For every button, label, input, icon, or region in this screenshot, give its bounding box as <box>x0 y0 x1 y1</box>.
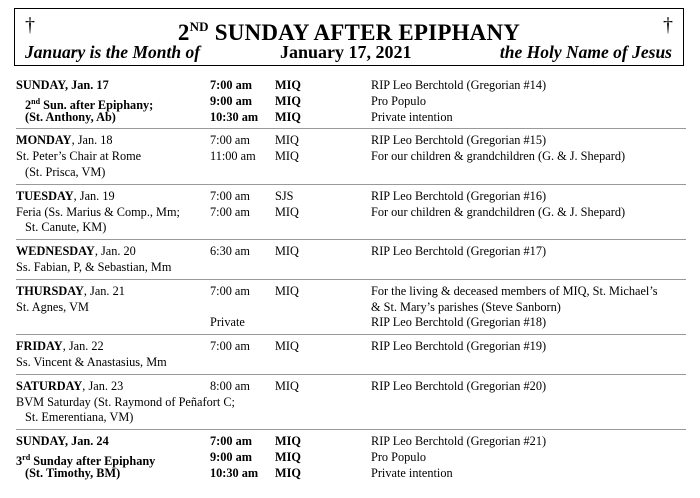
day-description <box>16 189 115 205</box>
day-description <box>16 110 116 126</box>
mass-intention: RIP Leo Berchtold (Gregorian #20) <box>371 378 547 393</box>
mass-location: MIQ <box>275 78 301 92</box>
ordinal-suffix: rd <box>22 452 31 462</box>
mass-time: 11:00 am <box>210 149 256 164</box>
bulletin-date: January 17, 2021 <box>280 42 412 62</box>
schedule-day <box>16 78 686 129</box>
schedule-line <box>16 395 686 411</box>
mass-intention: RIP Leo Berchtold (Gregorian #16) <box>371 188 547 203</box>
schedule-line <box>16 260 686 276</box>
mass-intention: RIP Leo Berchtold (Gregorian #15) <box>371 133 547 148</box>
schedule-line <box>16 300 686 316</box>
day-description <box>16 149 141 165</box>
schedule-line <box>16 315 686 331</box>
title-text: SUNDAY AFTER EPIPHANY <box>208 20 521 45</box>
schedule-line <box>16 133 686 149</box>
day-text: , Jan. 20 <box>94 244 136 259</box>
mass-location: MIQ <box>275 133 299 148</box>
mass-location: MIQ <box>275 93 301 108</box>
mass-intention: RIP Leo Berchtold (Gregorian #21) <box>371 434 547 449</box>
cross-icon: † <box>663 14 673 36</box>
day-description <box>16 434 109 450</box>
day-description <box>16 410 133 426</box>
schedule-day <box>16 379 686 430</box>
schedule-day <box>16 284 686 335</box>
mass-intention: RIP Leo Berchtold (Gregorian #19) <box>371 339 547 354</box>
mass-location: MIQ <box>275 283 299 298</box>
cross-icon: † <box>25 14 35 36</box>
mass-time: 7:00 am <box>210 339 250 354</box>
mass-time: 7:00 am <box>210 188 250 203</box>
mass-location: MIQ <box>275 378 299 393</box>
ordinal-suffix: nd <box>31 96 41 106</box>
schedule-line <box>16 244 686 260</box>
day-text: , Jan. 19 <box>73 188 115 203</box>
mass-intention: For the living & deceased members of MIQ, St. Michael’s <box>371 283 658 298</box>
day-text: , Jan. 22 <box>62 339 104 354</box>
mass-time: 7:00 am <box>210 283 250 298</box>
day-text: , Jan. 21 <box>83 283 125 298</box>
day-description <box>16 466 120 482</box>
mass-time: 9:00 am <box>210 93 253 108</box>
day-text: , Jan. 18 <box>71 133 113 148</box>
day-description <box>16 244 136 260</box>
month-dedication-right: the Holy Name of Jesus <box>499 42 672 62</box>
day-description <box>16 165 105 181</box>
day-text: (St. Prisca, VM) <box>25 164 106 179</box>
mass-location: MIQ <box>275 149 299 164</box>
weekday-name: TUESDAY <box>16 188 74 203</box>
schedule-line <box>16 466 686 482</box>
mass-intention: Private intention <box>371 109 453 124</box>
mass-time: 10:30 am <box>210 109 259 124</box>
schedule-line <box>16 379 686 395</box>
mass-time: 7:00 am <box>210 78 253 92</box>
day-text: Sunday after Epiphany <box>30 453 156 468</box>
schedule-day <box>16 244 686 280</box>
day-text: , Jan. 23 <box>82 378 124 393</box>
schedule-line <box>16 149 686 165</box>
day-text: St. Agnes, VM <box>16 299 89 314</box>
schedule-day <box>16 189 686 240</box>
mass-schedule <box>16 78 686 489</box>
day-text: St. Emerentiana, VM) <box>25 410 134 425</box>
day-description <box>16 78 109 94</box>
day-description <box>16 379 123 395</box>
day-text: St. Peter’s Chair at Rome <box>16 149 142 164</box>
day-text: Sun. after Epiphany; <box>40 97 154 112</box>
schedule-line <box>16 220 686 236</box>
schedule-line <box>16 205 686 221</box>
mass-time: 8:00 am <box>210 378 250 393</box>
day-description <box>16 220 106 236</box>
schedule-line <box>16 284 686 300</box>
schedule-line <box>16 355 686 371</box>
mass-time: Private <box>210 315 245 330</box>
schedule-line <box>16 78 686 94</box>
schedule-line <box>16 110 686 126</box>
ordinal-number: 2 <box>25 97 32 112</box>
mass-location: SJS <box>275 188 294 203</box>
mass-time: 7:00 am <box>210 434 253 449</box>
mass-intention: Private intention <box>371 465 453 480</box>
mass-intention: RIP Leo Berchtold (Gregorian #17) <box>371 244 547 259</box>
ordinal-number: 3 <box>16 453 23 468</box>
schedule-line <box>16 189 686 205</box>
day-text: St. Canute, KM) <box>25 220 107 235</box>
title-suffix: ND <box>189 19 209 34</box>
day-text: Ss. Vincent & Anastasius, Mm <box>16 354 167 369</box>
day-text: Ss. Fabian, P, & Sebastian, Mm <box>16 259 172 274</box>
mass-time: 7:00 am <box>210 204 250 219</box>
weekday-name: THURSDAY <box>16 283 84 298</box>
weekday-name: WEDNESDAY <box>16 244 95 259</box>
mass-location: MIQ <box>275 465 301 480</box>
schedule-line <box>16 434 686 450</box>
day-description <box>16 339 104 355</box>
mass-intention: Pro Populo <box>371 93 427 108</box>
schedule-line <box>16 450 686 466</box>
day-text: (St. Timothy, BM) <box>25 465 121 480</box>
schedule-day <box>16 434 686 484</box>
day-text: (St. Anthony, Ab) <box>25 109 116 124</box>
schedule-line <box>16 165 686 181</box>
mass-intention: For our children & grandchildren (G. & J. Shepard) <box>371 204 626 219</box>
weekday-name: FRIDAY <box>16 339 63 354</box>
mass-location: MIQ <box>275 244 299 259</box>
mass-intention: & St. Mary’s parishes (Steve Sanborn) <box>371 299 561 314</box>
schedule-line <box>16 339 686 355</box>
month-dedication-left: January is the Month of <box>25 42 201 62</box>
mass-time: 10:30 am <box>210 465 259 480</box>
schedule-line <box>16 410 686 426</box>
mass-intention: RIP Leo Berchtold (Gregorian #18) <box>371 315 547 330</box>
bulletin-header <box>14 8 684 66</box>
mass-location: MIQ <box>275 109 301 124</box>
weekday-name: MONDAY <box>16 133 72 148</box>
day-description <box>16 284 125 300</box>
schedule-day <box>16 133 686 184</box>
weekday-name: SATURDAY <box>16 378 83 393</box>
mass-location: MIQ <box>275 449 301 464</box>
day-description <box>16 395 235 411</box>
mass-time: 9:00 am <box>210 449 253 464</box>
day-description <box>16 133 113 149</box>
day-text: SUNDAY, Jan. 17 <box>16 78 109 92</box>
day-description <box>16 260 171 276</box>
mass-time: 6:30 am <box>210 244 250 259</box>
mass-time: 7:00 am <box>210 133 250 148</box>
day-description <box>16 205 180 221</box>
mass-intention: Pro Populo <box>371 449 427 464</box>
mass-location: MIQ <box>275 434 301 449</box>
day-text: Feria (Ss. Marius & Comp., Mm; <box>16 204 180 219</box>
mass-location: MIQ <box>275 339 299 354</box>
mass-location: MIQ <box>275 204 299 219</box>
title-number: 2 <box>177 20 190 45</box>
mass-intention: RIP Leo Berchtold (Gregorian #14) <box>371 78 547 92</box>
day-description <box>16 300 89 316</box>
schedule-day <box>16 339 686 375</box>
day-text: BVM Saturday (St. Raymond of Peñafort C; <box>16 394 235 409</box>
day-description <box>16 355 167 371</box>
mass-intention: For our children & grandchildren (G. & J. Shepard) <box>371 149 626 164</box>
day-text: SUNDAY, Jan. 24 <box>16 434 109 449</box>
schedule-line <box>16 94 686 110</box>
